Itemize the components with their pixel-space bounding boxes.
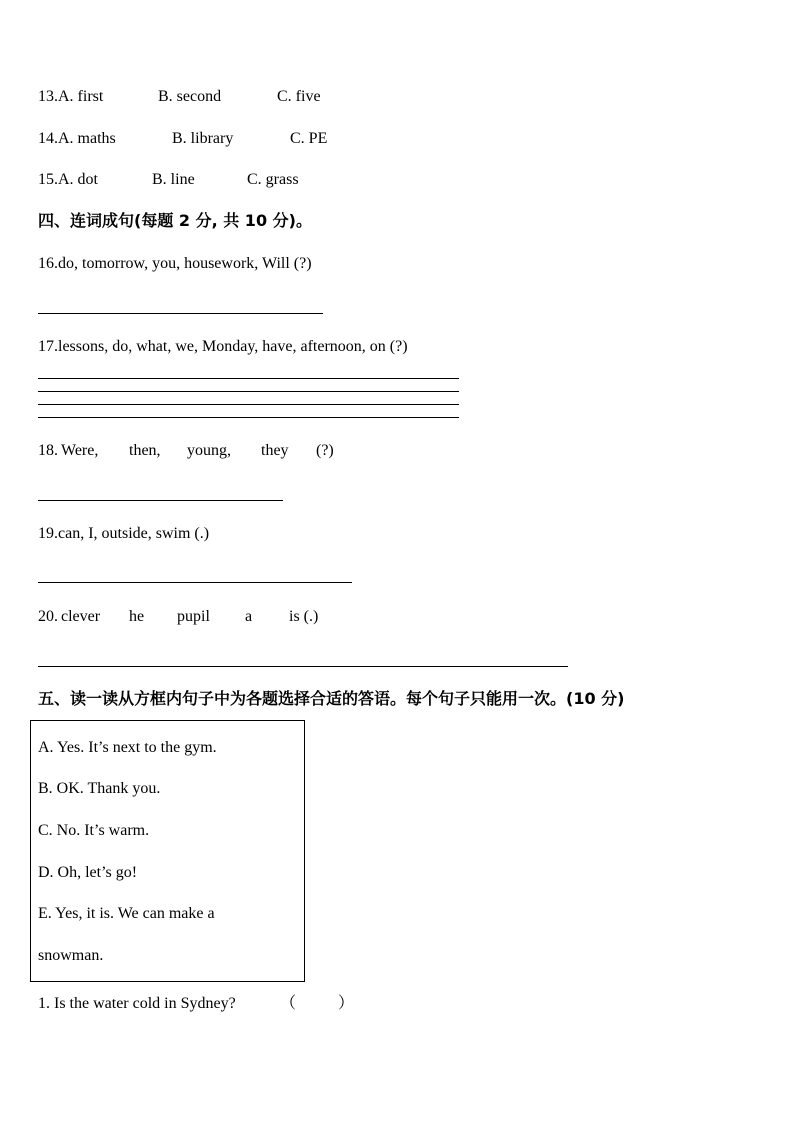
answer-line[interactable]	[38, 417, 459, 418]
question-15-option-c: C. grass	[247, 171, 299, 188]
option-a: A. first	[58, 88, 104, 105]
answer-line[interactable]	[38, 313, 323, 314]
box-option-b: B. OK. Thank you.	[38, 780, 161, 797]
answer-paren-open: （	[280, 995, 297, 1012]
word: pupil	[177, 608, 210, 625]
word: they	[261, 442, 289, 459]
word: a	[245, 608, 253, 625]
box-option-e-continued: snowman.	[38, 947, 104, 964]
question-number: 15.	[38, 171, 58, 188]
question-14-option-c: C. PE	[290, 130, 328, 147]
word: Were,	[61, 442, 99, 459]
question-17	[38, 337, 408, 357]
word: young,	[187, 442, 231, 459]
word: (?)	[316, 442, 334, 459]
box-option-c: C. No. It’s warm.	[38, 822, 150, 839]
question-number: 18.	[38, 442, 58, 459]
question-text: 1. Is the water cold in Sydney?	[38, 995, 236, 1012]
question-number: 16.	[38, 255, 58, 272]
word: is (.)	[289, 608, 319, 625]
question-14	[38, 129, 116, 149]
question-words: can, I, outside, swim (.)	[58, 525, 210, 542]
answer-box	[30, 720, 305, 982]
answer-line[interactable]	[38, 500, 283, 501]
question-words: do, tomorrow, you, housework, Will (?)	[58, 255, 312, 272]
question-15-option-b: B. line	[152, 171, 195, 188]
question-13-option-b: B. second	[158, 88, 222, 105]
question-13-option-c: C. five	[277, 88, 321, 105]
question-number: 20.	[38, 608, 58, 625]
question-number: 14.	[38, 130, 58, 147]
answer-line[interactable]	[38, 582, 352, 583]
question-number: 19.	[38, 525, 58, 542]
word: he	[129, 608, 145, 625]
question-14-option-b: B. library	[172, 130, 234, 147]
box-option-d: D. Oh, let’s go!	[38, 864, 138, 881]
question-16	[38, 254, 312, 274]
question-number: 13.	[38, 88, 58, 105]
section-5-title: 五、读一读从方框内句子中为各题选择合适的答语。每个句子只能用一次。(10 分)	[38, 689, 625, 708]
section-4-title: 四、连词成句(每题 2 分, 共 10 分)。	[38, 211, 312, 230]
answer-line[interactable]	[38, 391, 459, 392]
option-a: A. maths	[58, 130, 116, 147]
box-option-e: E. Yes, it is. We can make a	[38, 905, 215, 922]
question-15	[38, 170, 98, 190]
question-1	[38, 994, 236, 1014]
question-13	[38, 87, 103, 107]
answer-line[interactable]	[38, 378, 459, 379]
answer-paren-close: ）	[338, 995, 355, 1012]
word: then,	[129, 442, 161, 459]
option-a: A. dot	[58, 171, 98, 188]
question-19	[38, 524, 209, 544]
word: clever	[61, 608, 101, 625]
answer-line[interactable]	[38, 666, 568, 667]
question-words: lessons, do, what, we, Monday, have, afternoon, on (?)	[58, 338, 408, 355]
question-number: 17.	[38, 338, 58, 355]
answer-line[interactable]	[38, 404, 459, 405]
box-option-a: A. Yes. It’s next to the gym.	[38, 739, 217, 756]
